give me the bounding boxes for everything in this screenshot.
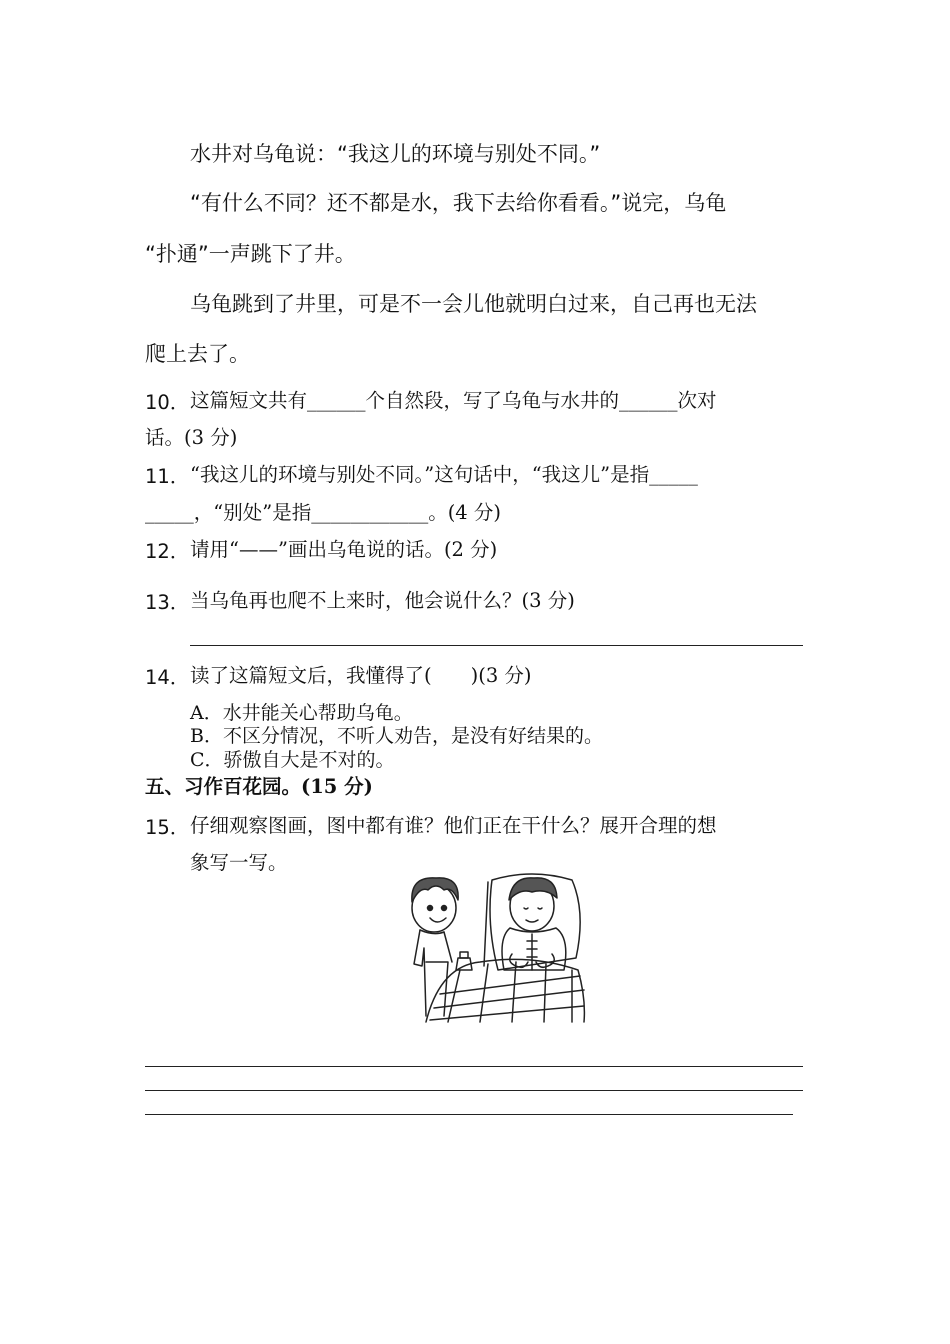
writing-line-3[interactable] bbox=[145, 1114, 793, 1115]
question-14-option-c[interactable]: C．骄傲自大是不对的。 bbox=[190, 749, 395, 771]
question-15-text: 仔细观察图画，图中都有谁？他们正在干什么？展开合理的想 bbox=[190, 814, 717, 837]
passage-paragraph-1: 水井对乌龟说：“我这儿的环境与别处不同。” bbox=[190, 142, 601, 166]
question-11-number: 11． bbox=[145, 465, 190, 488]
question-15-number: 15． bbox=[145, 816, 190, 839]
question-10-number: 10． bbox=[145, 391, 190, 414]
passage-paragraph-2-line-2: “扑通”一声跳下了井。 bbox=[145, 242, 356, 266]
question-14-number: 14． bbox=[145, 666, 190, 689]
illustration-boy-visiting-sick-child bbox=[400, 866, 590, 1026]
section-5-title: 五、习作百花园。(15 分) bbox=[145, 775, 373, 798]
question-14-option-b[interactable]: B．不区分情况，不听人劝告，是没有好结果的。 bbox=[190, 725, 603, 747]
question-14-text: 读了这篇短文后，我懂得了( )(3 分) bbox=[190, 664, 532, 687]
question-11-text-cont: _____，“别处”是指____________。(4 分) bbox=[145, 501, 502, 524]
question-13-text: 当乌龟再也爬不上来时，他会说什么？(3 分) bbox=[190, 589, 575, 612]
question-11-text: “我这儿的环境与别处不同。”这句话中，“我这儿”是指_____ bbox=[190, 463, 698, 486]
question-13-number: 13． bbox=[145, 591, 190, 614]
passage-paragraph-3-line-1: 乌龟跳到了井里，可是不一会儿他就明白过来，自己再也无法 bbox=[190, 292, 757, 316]
writing-line-2[interactable] bbox=[145, 1090, 803, 1091]
question-10-text-cont: 话。(3 分) bbox=[145, 426, 238, 449]
question-14-option-a[interactable]: A．水井能关心帮助乌龟。 bbox=[190, 702, 413, 724]
question-13-answer-line[interactable] bbox=[190, 645, 803, 646]
question-12-text: 请用“——”画出乌龟说的话。(2 分) bbox=[190, 538, 498, 561]
question-10-text: 这篇短文共有______个自然段，写了乌龟与水井的______次对 bbox=[190, 389, 717, 412]
question-12-number: 12． bbox=[145, 540, 190, 563]
writing-line-1[interactable] bbox=[145, 1066, 803, 1067]
question-15-text-cont: 象写一写。 bbox=[190, 851, 288, 874]
passage-paragraph-2-line-1: “有什么不同？还不都是水，我下去给你看看。”说完，乌龟 bbox=[190, 191, 727, 215]
passage-paragraph-3-line-2: 爬上去了。 bbox=[145, 342, 250, 366]
